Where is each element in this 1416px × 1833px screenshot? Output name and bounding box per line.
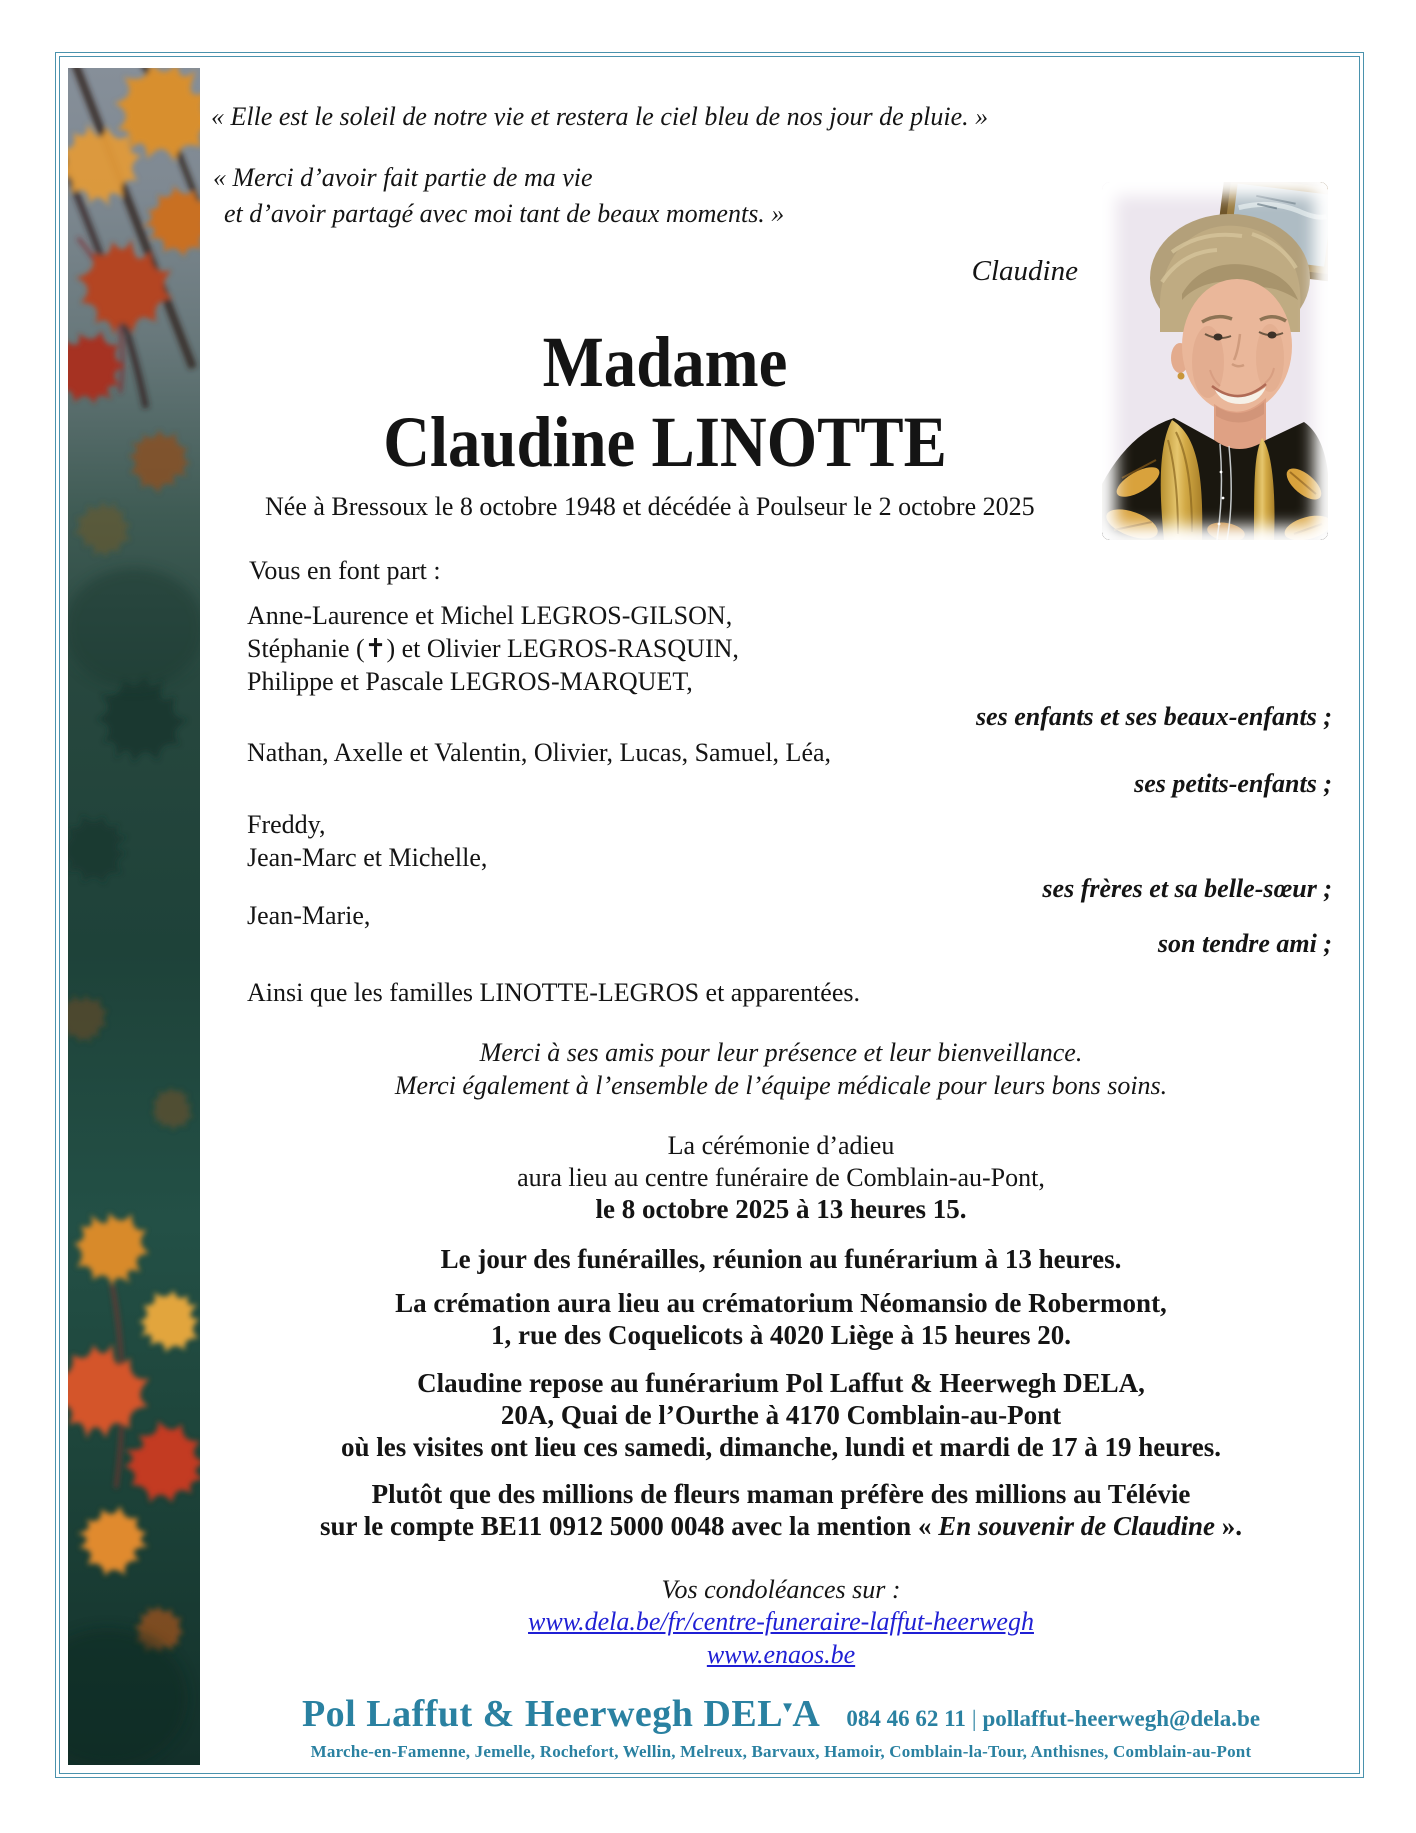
family-grandchildren: Nathan, Axelle et Valentin, Olivier, Lucas, Samuel, Léa, [247,738,832,767]
quote-line-2b: et d’avoir partagé avec moi tant de beaux moments. » [224,199,785,228]
dela-triangle-mark: ▼ [780,1700,796,1716]
footer-phone: 084 46 62 11 [846,1706,966,1731]
condolences-link-dela[interactable]: www.dela.be/fr/centre-funeraire-laffut-heerwegh [528,1607,1034,1636]
donation-line-2 [200,1511,1362,1542]
donation-mention: En souvenir de Claudine [938,1511,1216,1541]
cremation-line-2: 1, rue des Coquelicots à 4020 Liège à 15 heures 20. [491,1320,1071,1350]
thanks-line-2: Merci également à l’ensemble de l’équipe médicale pour leurs bons soins. [394,1071,1168,1100]
donation-account: sur le compte BE11 0912 5000 0048 avec la mention « [319,1511,939,1541]
donation-suffix: ». [1215,1511,1243,1541]
family-child-1: Anne-Laurence et Michel LEGROS-GILSON, [247,601,733,630]
page-title-name: Claudine LINOTTE [383,402,947,482]
funeral-home-logo: Pol Laffut & Heerwegh DEL▼A [301,1693,821,1735]
ceremony-line-2: aura lieu au centre funéraire de Comblain-au-Pont, [517,1163,1045,1192]
thanks-line-1: Merci à ses amis pour leur présence et leur bienveillance. [479,1038,1083,1067]
label-brothers: ses frères et sa belle-sœur ; [1042,874,1332,903]
label-friend: son tendre ami ; [1157,929,1332,958]
cremation-line-1: La crémation aura lieu au crématorium Néomansio de Robermont, [395,1288,1167,1318]
condolences-link-enaos[interactable]: www.enaos.be [706,1640,856,1669]
footer-email[interactable]: pollaffut-heerwegh@dela.be [982,1706,1261,1731]
family-brother-2: Jean-Marc et Michelle, [247,843,488,872]
family-child-3: Philippe et Pascale LEGROS-MARQUET, [247,667,693,696]
footer-cities: Marche-en-Famenne, Jemelle, Rochefort, Wellin, Melreux, Barvaux, Hamoir, Comblain-la-Tour, Anthisnes, Comblain-au-Pont [310,1742,1252,1761]
funeral-meeting: Le jour des funérailles, réunion au funérarium à 13 heures. [440,1244,1122,1274]
condolences-intro: Vos condoléances sur : [661,1575,901,1604]
family-friend: Jean-Marie, [247,901,371,930]
footer-separator: | [971,1706,977,1731]
family-child-2: Stéphanie (✝) et Olivier LEGROS-RASQUIN, [247,634,739,663]
donation-line-1: Plutôt que des millions de fleurs maman préfère des millions au Télévie [371,1479,1191,1509]
label-children: ses enfants et ses beaux-enfants ; [975,702,1332,731]
signature-claudine: Claudine [971,255,1078,287]
autumn-leaves-photo-strip [68,68,200,1765]
repose-line-1: Claudine repose au funérarium Pol Laffut & Heerwegh DELA, [417,1368,1145,1398]
page-title-madame: Madame [542,322,788,402]
life-dates: Née à Bressoux le 8 octobre 1948 et décédée à Poulseur le 2 octobre 2025 [265,492,1035,521]
ceremony-date: le 8 octobre 2025 à 13 heures 15. [595,1194,967,1224]
label-grandchildren: ses petits-enfants ; [1134,769,1332,798]
repose-line-3: où les visites ont lieu ces samedi, dimanche, lundi et mardi de 17 à 19 heures. [340,1432,1222,1462]
footer-contact [846,1706,1260,1732]
ceremony-line-1: La cérémonie d’adieu [667,1131,895,1160]
funeral-home-footer [200,1692,1362,1736]
portrait-photo [1102,182,1328,540]
repose-line-2: 20A, Quai de l’Ourthe à 4170 Comblain-au-Pont [500,1400,1062,1430]
intro-line: Vous en font part : [249,556,441,585]
quote-line-1: « Elle est le soleil de notre vie et restera le ciel bleu de nos jour de pluie. » [211,102,989,131]
families-line: Ainsi que les familles LINOTTE-LEGROS et apparentées. [247,978,860,1007]
quote-line-2a: « Merci d’avoir fait partie de ma vie [213,163,593,192]
family-brother-1: Freddy, [247,810,326,839]
